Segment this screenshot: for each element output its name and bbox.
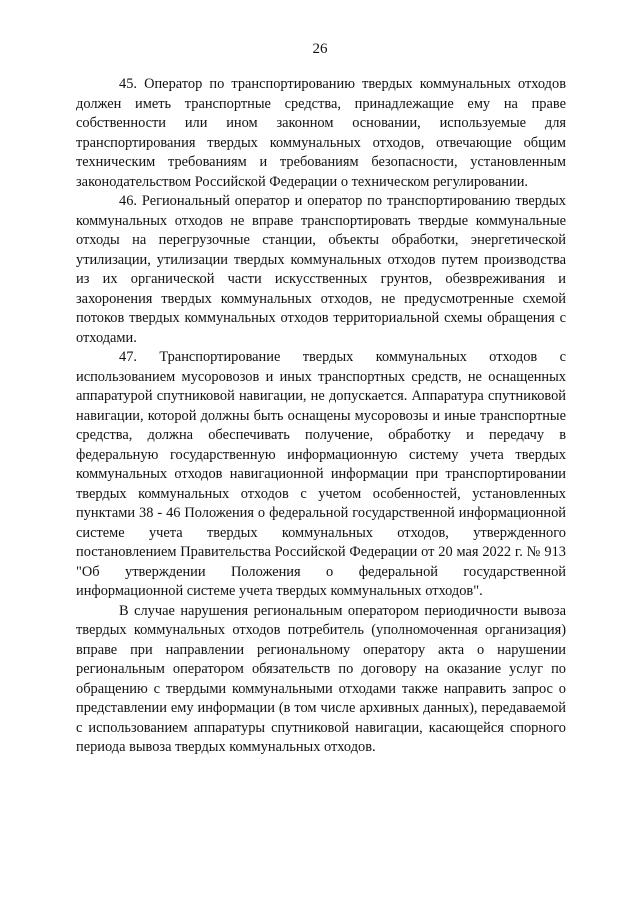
paragraph-47-continuation: В случае нарушения региональным оператором периодичности вывоза твердых коммунальных отходов потребитель (уполномоченная организация) вправе при направлении региональному оператору акта о нарушении региональным оператором обязательств по договору на оказание услуг по обращению с твердыми коммунальными отходами также направить запрос о представлении ему информации (в том числе архивных данных), передаваемой с использованием аппаратуры спутниковой навигации, касающейся спорного периода вывоза твердых коммунальных отходов. [76,602,566,755]
paragraph-47: 47. Транспортирование твердых коммунальных отходов с использованием мусоровозов и иных транспортных средств, не оснащенных аппаратурой спутниковой навигации, не допускается. Аппаратура спутниковой навигации, которой должны быть оснащены мусоровозы и иные транспортные средства, должна обеспечивать получение, обработку и передачу в федеральную государственную информационную систему учета твердых коммунальных отходов навигационной информации при транспортировании твердых коммунальных отходов с учетом особенностей, установленных пунктами 38 - 46 Положения о федеральной государственной информационной системе учета твердых коммунальных отходов, утвержденного постановлением Правительства Российской Федерации от 20 мая 2022 г. № 913 "Об утверждении Положения о федеральной государственной информационной системе учета твердых коммунальных отходов". [76,349,566,599]
document-body [76,75,566,758]
page-number: 26 [312,41,328,57]
paragraph-45: 45. Оператор по транспортированию твердых коммунальных отходов должен иметь транспортные средства, принадлежащие ему на праве собственности или ином законном основании, используемые для транспортирования твердых коммунальных отходов, отвечающие общим техническим требованиям и требованиям безопасности, установленным законодательством Российской Федерации о техническом регулировании. [76,76,566,190]
paragraph-46: 46. Региональный оператор и оператор по транспортированию твердых коммунальных отходов не вправе транспортировать твердые коммунальные отходы на перегрузочные станции, объекты обработки, энергетической утилизации, утилизации твердых коммунальных отходов путем производства из их органической части искусственных грунтов, обезвреживания и захоронения твердых коммунальных отходов, не предусмотренные схемой потоков твердых коммунальных отходов территориальной схемы обращения с отходами. [76,193,566,346]
